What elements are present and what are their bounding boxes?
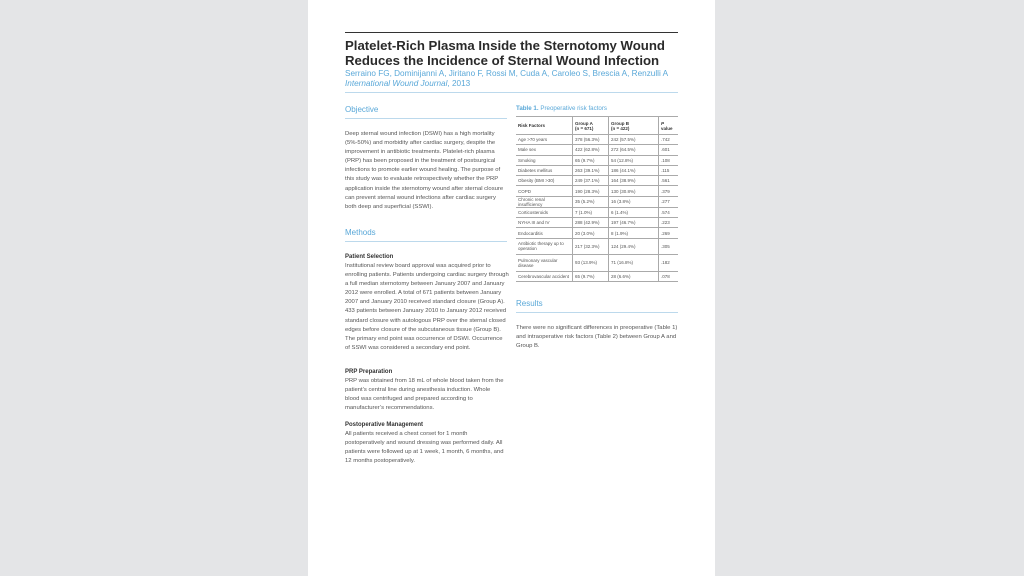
header-rule (345, 92, 678, 93)
p-value-cell: .115 (659, 165, 679, 175)
author-list: Serraino FG, Dominijanni A, Jiritano F, Rossi M, Cuda A, Caroleo S, Brescia A, Renzulli A (345, 69, 669, 78)
top-rule (345, 32, 678, 33)
table-row (516, 186, 678, 196)
group-b-cell: 130 (30.8%) (609, 186, 659, 196)
table-row (516, 255, 678, 272)
p-value-cell: .379 (659, 186, 679, 196)
methods-heading: Methods (345, 228, 376, 237)
journal-year: , 2013 (447, 79, 471, 88)
group-b-cell: 197 (46.7%) (609, 218, 659, 228)
group-b-cell: 242 (57.5%) (609, 135, 659, 145)
group-b-n: (n = 422) (611, 125, 630, 131)
risk-cell: Cerebrovascular accident (516, 271, 573, 281)
group-a-cell: 93 (13.9%) (573, 255, 609, 272)
risk-cell: Corticosteroids (516, 207, 573, 217)
risk-cell: Diabetes mellitus (516, 165, 573, 175)
table-row (516, 238, 678, 255)
p-letter: P (661, 120, 665, 126)
header-group-b (609, 117, 659, 135)
methods-rule (345, 241, 507, 242)
group-a-cell: 422 (62.8%) (573, 145, 609, 155)
group-a-cell: 378 (56.3%) (573, 135, 609, 145)
risk-cell: Male sex (516, 145, 573, 155)
risk-factors-table (516, 116, 678, 282)
group-a-cell: 65 (9.7%) (573, 271, 609, 281)
group-a-cell: 190 (28.3%) (573, 186, 609, 196)
table-row (516, 155, 678, 165)
risk-cell: Obesity (BMI >30) (516, 176, 573, 186)
patient-selection-text: Institutional review board approval was acquired prior to enrolling patients. Patients undergoing cardiac surgery through a full median sternotomy between January 2007 and January 2012 were enrolled. A total of 671 patients between January 2007 and January 2010 received standard closure (Group A). 433 patients between January 2010 to January 2012 received standard closure with autologous PRP over the sternal closed edges before closure of the subcutaneous tissue (Group B). The primary end point was occurrence of DSWI. Occurrence of SSWI was considered a secondary end point. (345, 263, 509, 351)
results-heading: Results (516, 299, 543, 308)
risk-cell: Endocarditis (516, 228, 573, 238)
risk-cell: Pulmonary vascular disease (516, 255, 573, 272)
results-text: There were no significant differences in preoperative (Table 1) and intraoperative risk factors (Table 2) between Group A and Group B. (516, 325, 678, 350)
group-b-cell: 71 (16.8%) (609, 255, 659, 272)
p-value-cell: .601 (659, 145, 679, 155)
objective-text: Deep sternal wound infection (DSWI) has a high mortality (5%-50%) and morbidity after cardiac surgery, despite the improvement in antibiotic treatments. Platelet-rich plasma (PRP) has been proposed in the treatment of postsurgical infections to promote earlier wound healing. The purpose of this study was to evaluate retrospectively whether the PRP application inside the sternotomy wound after sternal closure can prevent sternal wound infections after cardiac surgery both deep and superficial (SSWI). (345, 131, 504, 210)
risk-cell: Chronic renal insufficiency (516, 196, 573, 207)
journal-citation (345, 79, 470, 88)
p-value-cell: .277 (659, 196, 679, 207)
risk-cell: Smoking (516, 155, 573, 165)
group-a-cell: 263 (39.1%) (573, 165, 609, 175)
p-value-cell: .742 (659, 135, 679, 145)
p-value-cell: .269 (659, 228, 679, 238)
group-a-cell: 288 (42.9%) (573, 218, 609, 228)
group-a-n: (n = 671) (575, 125, 594, 131)
postoperative-heading: Postoperative Management (345, 422, 424, 428)
group-a-cell: 35 (5.2%) (573, 196, 609, 207)
table-label: Table 1. (516, 105, 539, 112)
p-value-cell: .574 (659, 207, 679, 217)
header-p-value (659, 117, 679, 135)
group-b-cell: 54 (12.8%) (609, 155, 659, 165)
table-row (516, 271, 678, 281)
group-b-cell: 28 (6.6%) (609, 271, 659, 281)
journal-name: International Wound Journal (345, 79, 448, 88)
group-b-cell: 8 (1.9%) (609, 228, 659, 238)
prp-preparation-text: PRP was obtained from 18 mL of whole blood taken from the patient’s central line during anesthesia induction. Whole blood was centrifuged and prepared according to manufacturer’s recommendations. (345, 378, 504, 412)
group-a-cell: 217 (32.3%) (573, 238, 609, 255)
risk-cell: COPD (516, 186, 573, 196)
paper-title: Platelet-Rich Plasma Inside the Sternotomy Wound Reduces the Incidence of Sternal Wound Infection (345, 38, 665, 68)
table-row (516, 196, 678, 207)
risk-cell: Age >70 years (516, 135, 573, 145)
group-a-cell: 65 (9.7%) (573, 155, 609, 165)
group-b-cell: 16 (3.8%) (609, 196, 659, 207)
p-value-cell: .223 (659, 218, 679, 228)
group-b-cell: 272 (64.5%) (609, 145, 659, 155)
table-row (516, 207, 678, 217)
table-caption (516, 105, 607, 112)
document-page (308, 0, 715, 576)
risk-cell: NYHA III and IV (516, 218, 573, 228)
p-value-cell: .561 (659, 176, 679, 186)
p-value-cell: .108 (659, 155, 679, 165)
table-title: Preoperative risk factors (538, 105, 608, 112)
objective-rule (345, 118, 507, 119)
table-row (516, 135, 678, 145)
table-row (516, 176, 678, 186)
results-rule (516, 312, 678, 313)
patient-selection-heading: Patient Selection (345, 254, 394, 260)
p-rest: value (661, 125, 673, 131)
prp-preparation-heading: PRP Preparation (345, 369, 393, 375)
group-a-label: Group A (575, 120, 593, 126)
risk-cell: Antibiotic therapy up to operation (516, 238, 573, 255)
group-b-cell: 186 (44.1%) (609, 165, 659, 175)
header-group-a (573, 117, 609, 135)
postoperative-text: All patients received a chest corset for 1 month postoperatively and wound dressing was performed daily. All patients were followed up at 1 week, 1 month, 6 months, and 12 months postoperatively. (345, 431, 504, 465)
table-row (516, 165, 678, 175)
group-b-label: Group B (611, 120, 629, 126)
group-b-cell: 164 (38.9%) (609, 176, 659, 186)
group-a-cell: 7 (1.0%) (573, 207, 609, 217)
group-b-cell: 124 (29.4%) (609, 238, 659, 255)
table-row (516, 228, 678, 238)
p-value-cell: .182 (659, 255, 679, 272)
table-row (516, 145, 678, 155)
group-b-cell: 6 (1.4%) (609, 207, 659, 217)
objective-heading: Objective (345, 105, 379, 114)
group-a-cell: 249 (37.1%) (573, 176, 609, 186)
p-value-cell: .078 (659, 271, 679, 281)
group-a-cell: 20 (3.0%) (573, 228, 609, 238)
p-value-cell: .305 (659, 238, 679, 255)
table-header-row (516, 117, 678, 135)
header-risk-factors: Risk Factors (516, 117, 573, 135)
table-row (516, 218, 678, 228)
